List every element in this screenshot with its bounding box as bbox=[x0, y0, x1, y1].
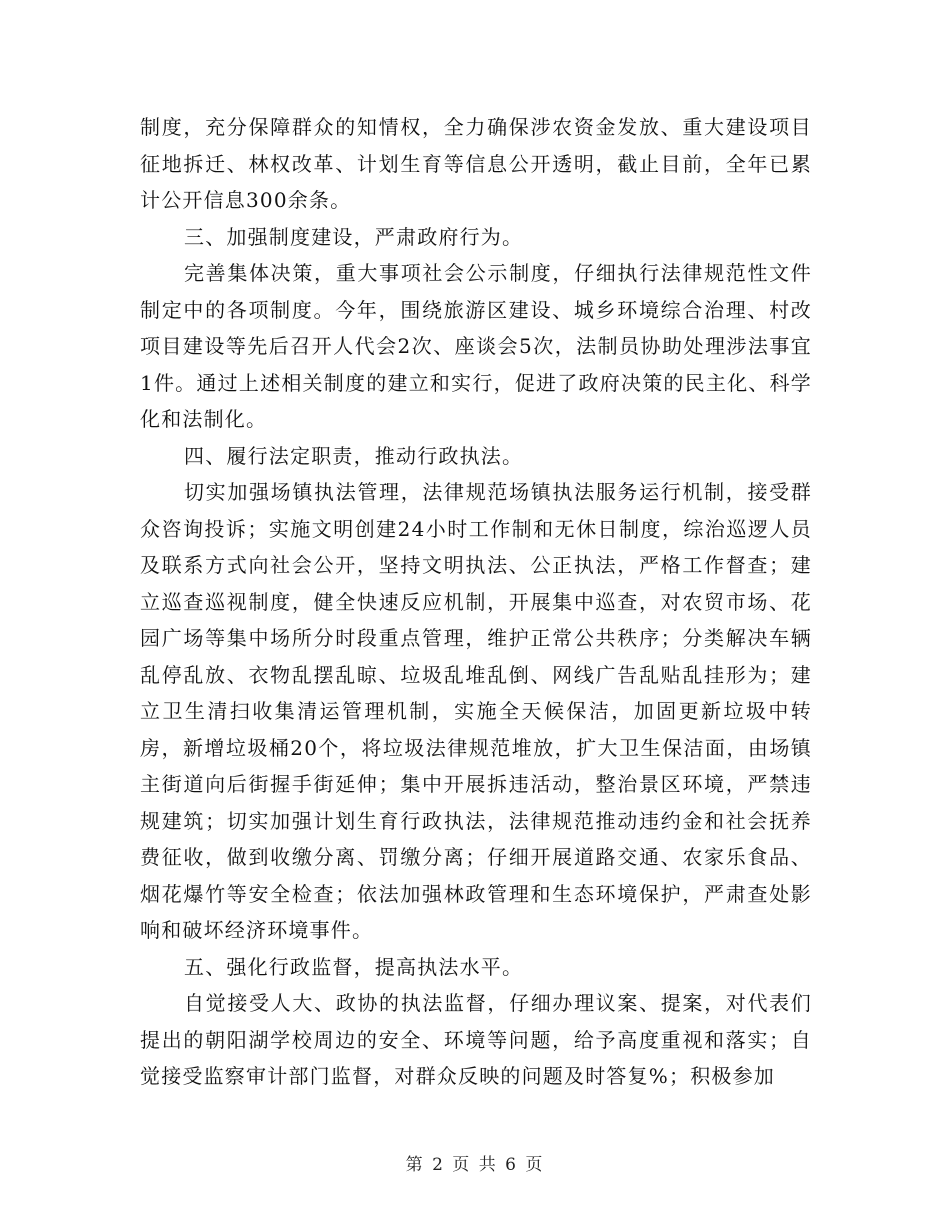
section-heading-5: 五、强化行政监督，提高执法水平。 bbox=[184, 954, 524, 979]
paragraph-7: 自觉接受人大、政协的执法监督，仔细办理议案、提案，对代表们提出的朝阳湖学校周边的安全、环境等问题，给予高度重视和落实；自觉接受监察审计部门监督，对群众反映的问题及时答复%；积极参加 bbox=[140, 991, 812, 1088]
page-footer: 第 2 页 共 6 页 bbox=[405, 1155, 545, 1175]
paragraph-5: 切实加强场镇执法管理，法律规范场镇执法服务运行机制，接受群众咨询投诉；实施文明创建24小时工作制和无休日制度，综治巡逻人员及联系方式向社会公开，坚持文明执法、公正执法，严格工作督查；建立巡查巡视制度，健全快速反应机制，开展集中巡查，对农贸市场、花园广场等集中场所分时段重点管理，维护正常公共秩序；分类解决车辆乱停乱放、衣物乱摆乱晾、垃圾乱堆乱倒、网线广告乱贴乱挂形为；建立卫生清扫收集清运管理机制，实施全天候保洁，加固更新垃圾中转房，新增垃圾桶20个，将垃圾法律规范堆放，扩大卫生保洁面，由场镇主街道向后街握手街延伸；集中开展拆违活动，整治景区环境，严禁违规建筑；切实加强计划生育行政执法，法律规范推动违约金和社会抚养费征收，做到收缴分离、罚缴分离；仔细开展道路交通、农家乐食品、烟花爆竹等安全检查；依法加强林政管理和生态环境保护，严肃查处影响和破坏经济环境事件。 bbox=[140, 480, 812, 942]
section-heading-3: 三、加强制度建设，严肃政府行为。 bbox=[184, 224, 524, 249]
paragraph-1: 制度，充分保障群众的知情权，全力确保涉农资金发放、重大建设项目征地拆迁、林权改革、计划生育等信息公开透明，截止目前，全年已累计公开信息300余条。 bbox=[140, 115, 812, 212]
document-body bbox=[140, 109, 812, 1095]
section-heading-4: 四、履行法定职责，推动行政执法。 bbox=[184, 443, 524, 468]
paragraph-3: 完善集体决策，重大事项社会公示制度，仔细执行法律规范性文件制定中的各项制度。今年，围绕旅游区建设、城乡环境综合治理、村改项目建设等先后召开人代会2次、座谈会5次，法制员协助处理涉法事宜1件。通过上述相关制度的建立和实行，促进了政府决策的民主化、科学化和法制化。 bbox=[140, 261, 812, 431]
